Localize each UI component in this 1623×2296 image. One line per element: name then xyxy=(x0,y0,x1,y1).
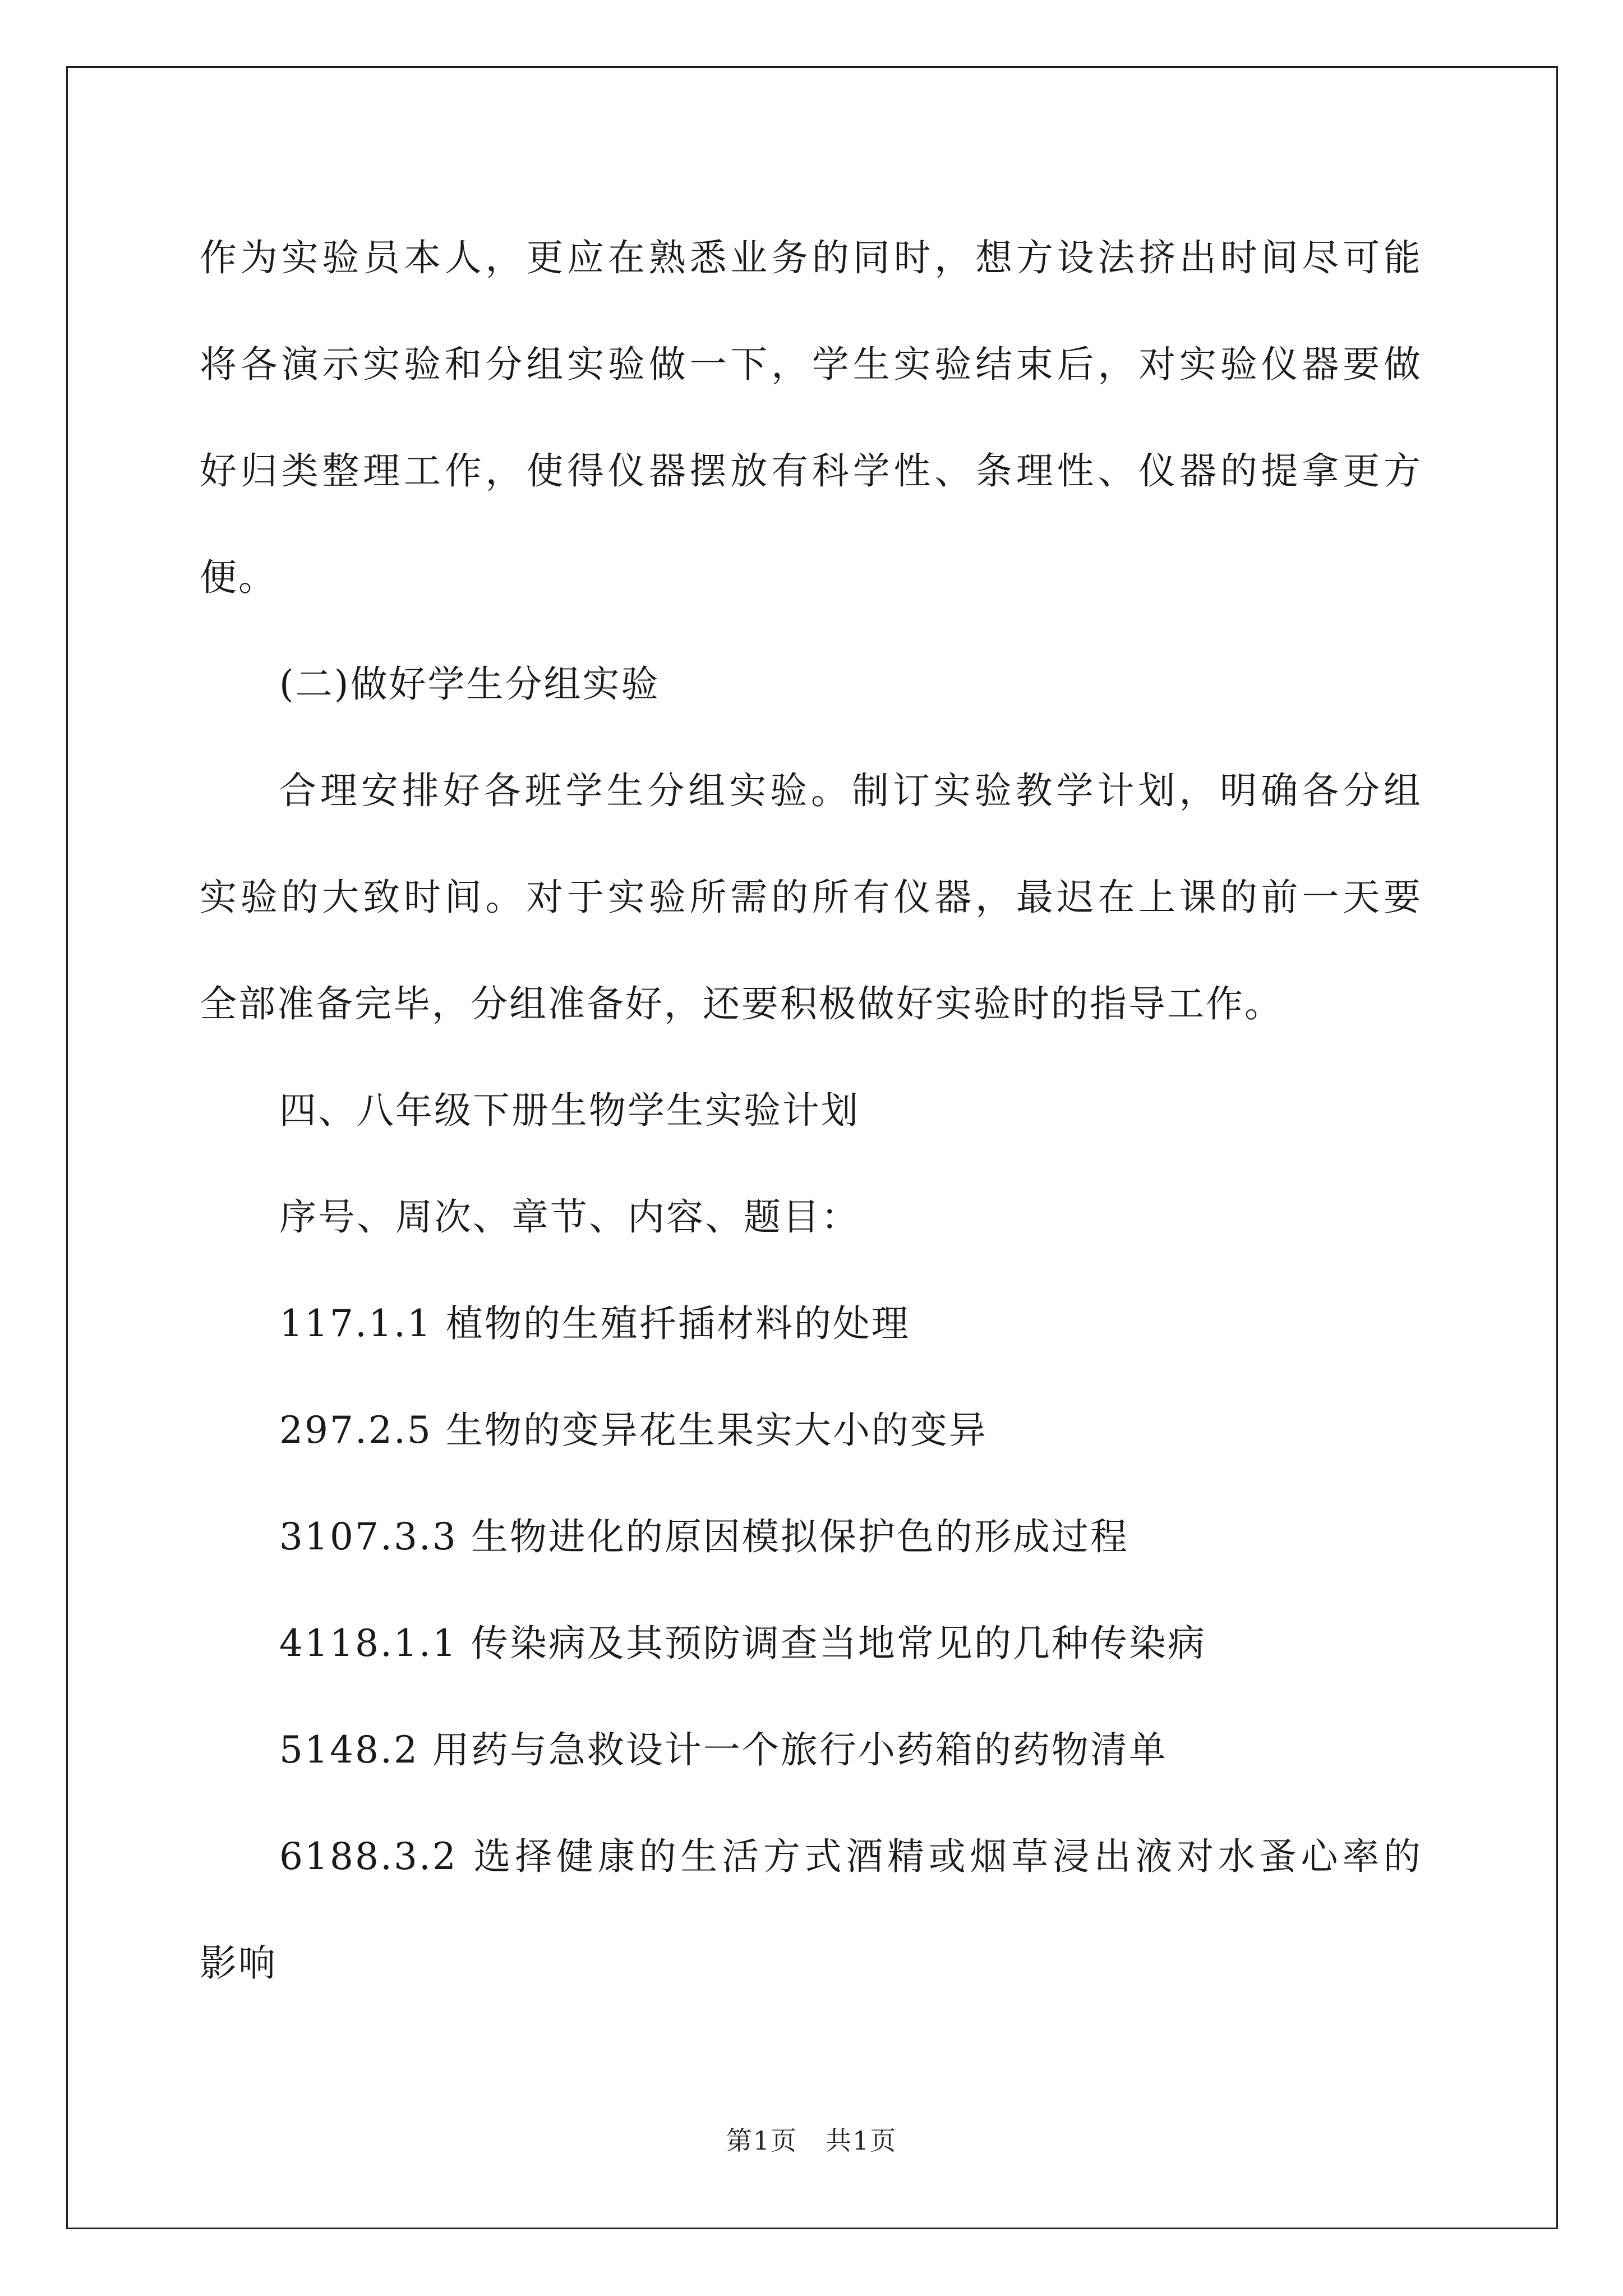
paragraph-1-line-1: 作为实验员本人，更应在熟悉业务的同时，想方设法挤出时间尽可能 xyxy=(200,236,1422,279)
page-number: 第1页 xyxy=(726,2125,798,2156)
experiment-item: 3107.3.3 生物进化的原因模拟保护色的形成过程 xyxy=(279,1515,1129,1558)
experiment-item: 117.1.1 植物的生殖扦插材料的处理 xyxy=(279,1302,910,1345)
columns-line: 序号、周次、章节、内容、题目： xyxy=(279,1195,860,1239)
paragraph-2-line-2: 实验的大致时间。对于实验所需的所有仪器，最迟在上课的前一天要 xyxy=(200,876,1422,919)
paragraph-1-line-4: 便。 xyxy=(200,556,277,599)
section-title: 四、八年级下册生物学生实验计划 xyxy=(279,1089,860,1132)
paragraph-1-line-2: 将各演示实验和分组实验做一下，学生实验结束后，对实验仪器要做 xyxy=(200,343,1422,386)
page-total: 共1页 xyxy=(825,2125,897,2156)
paragraph-2-line-1: 合理安排好各班学生分组实验。制订实验教学计划，明确各分组 xyxy=(279,769,1422,812)
experiment-item: 4118.1.1 传染病及其预防调查当地常见的几种传染病 xyxy=(279,1622,1206,1665)
paragraph-2-line-3: 全部准备完毕，分组准备好，还要积极做好实验时的指导工作。 xyxy=(200,982,1283,1025)
experiment-item: 5148.2 用药与急救设计一个旅行小药箱的药物清单 xyxy=(279,1728,1168,1772)
experiment-item-6-line-2: 影响 xyxy=(200,1941,277,1985)
experiment-item: 297.2.5 生物的变异花生果实大小的变异 xyxy=(279,1409,988,1452)
experiment-item-6-line-1: 6188.3.2 选择健康的生活方式酒精或烟草浸出液对水蚤心率的 xyxy=(279,1835,1422,1878)
document-body xyxy=(200,205,1422,2017)
subheading-group-experiments: (二)做好学生分组实验 xyxy=(279,662,660,706)
page-footer xyxy=(0,2120,1623,2157)
paragraph-1-line-3: 好归类整理工作，使得仪器摆放有科学性、条理性、仪器的提拿更方 xyxy=(200,449,1422,493)
